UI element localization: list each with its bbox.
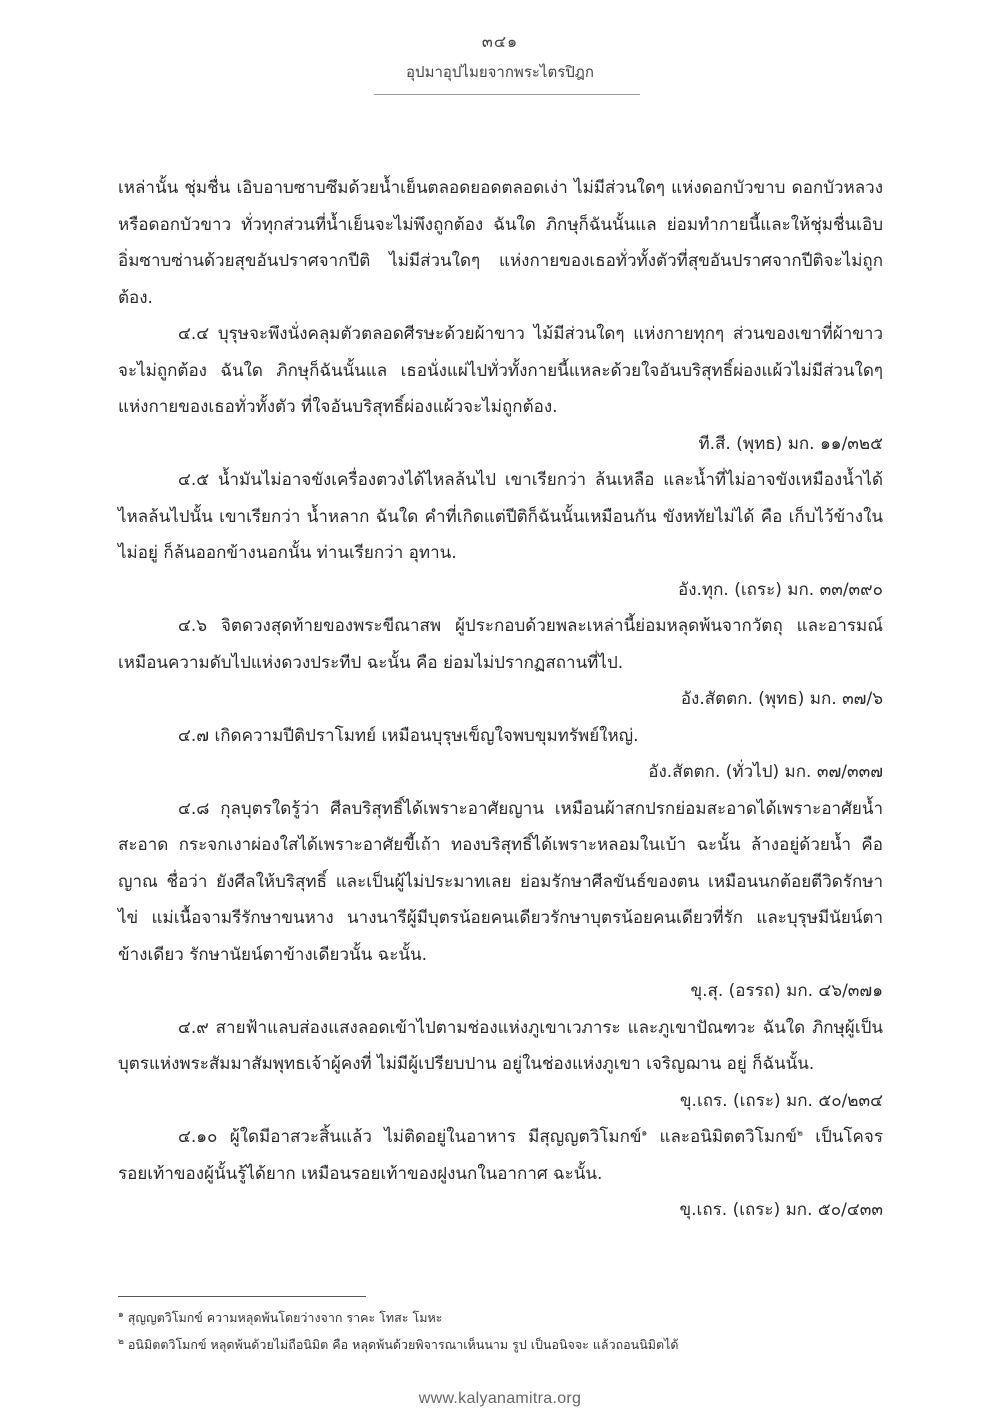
footnote-divider xyxy=(118,1296,366,1297)
paragraph-4-5: ๔.๕ น้ำมันไม่อาจขังเครื่องตวงได้ไหลล้นไป เขาเรียกว่า ล้นเหลือ และน้ำที่ไม่อาจขังเหมืองน้ำได้ไหลล้นไปนั้น เขาเรียกว่า น้ำหลาก ฉันใด คำที่เกิดแต่ปีติก็ฉันนั้นเหมือนกัน ขังหทัยไม่ได้ คือ เก็บไว้ข้างในไม่อยู่ ก็ล้นออกข้างนอกนั้น ท่านเรียกว่า อุทาน. xyxy=(118,470,883,563)
reference-4-7: อัง.สัตตก. (ทั่วไป) มก. ๓๗/๓๓๗ xyxy=(648,762,883,782)
reference-4-5: อัง.ทุก. (เถระ) มก. ๓๓/๓๙๐ xyxy=(678,579,883,600)
paragraph-4-6: ๔.๖ จิตดวงสุดท้ายของพระขีณาสพ ผู้ประกอบด้วยพละเหล่านี้ย่อมหลุดพ้นจากวัตถุ และอารมณ์ เหมือนความดับไปแห่งดวงประทีป ฉะนั้น คือ ย่อมไม่ปรากฏสถานที่ไป. xyxy=(118,616,883,673)
footnote-2-text: อนิมิตตวิโมกข์ หลุดพ้นด้วยไม่ถือนิมิต คือ หลุดพ้นด้วยพิจารณาเห็นนาม รูป เป็นอนิจจะ แล้วถอนนิมิตได้ xyxy=(127,1337,679,1352)
book-title: อุปมาอุปไมยจากพระไตรปิฎก xyxy=(406,63,594,81)
reference-4-10: ขุ.เถร. (เถระ) มก. ๕๐/๔๓๓ xyxy=(679,1200,883,1220)
footnote-1 xyxy=(118,1307,888,1328)
paragraph-continued: เหล่านั้น ชุ่มชื่น เอิบอาบซาบซึมด้วยน้ำเย็นตลอดยอดตลอดเง่า ไม่มีส่วนใดๆ แห่งดอกบัวขาบ ดอกบัวหลวง หรือดอกบัวขาว ทั่วทุกส่วนที่น้ำเย็นจะไม่พึงถูกต้อง ฉันใด ภิกษุก็ฉันนั้นแล ย่อมทำกายนี้และให้ชุ่มชื่นเอิบอิ่มซาบซ่านด้วยสุขอันปราศจากปีติ ไม่มีส่วนใดๆ แห่งกายของเธอทั่วทั้งตัวที่สุขอันปราศจากปีติจะไม่ถูกต้อง. xyxy=(118,178,883,308)
paragraph-4-7: ๔.๗ เกิดความปีติปราโมทย์ เหมือนบุรุษเข็ญใจพบขุมทรัพย์ใหญ่. xyxy=(178,725,639,746)
footnote-1-mark: ๑ xyxy=(118,1309,124,1320)
footnote-mark-2: ๒ xyxy=(796,1128,803,1139)
footnote-1-text: สุญญตวิโมกข์ ความหลุดพ้นโดยว่างจาก ราคะ โทสะ โมหะ xyxy=(127,1310,443,1325)
paragraph-4-4: ๔.๔ บุรุษจะพึงนั่งคลุมตัวตลอดศีรษะด้วยผ้าขาว ไม้มีส่วนใดๆ แห่งกายทุกๆ ส่วนของเขาที่ผ้าขาว จะไม่ถูกต้อง ฉันใด ภิกษุก็ฉันนั้นแล เธอนั่งแผ่ไปทั่วทั้งกายนี้แหละด้วยใจอันบริสุทธิ์ผ่องแผ้วไม่มีส่วนใดๆ แห่งกายของเธอทั่วทั้งตัว ที่ใจอันบริสุทธิ์ผ่องแผ้วจะไม่ถูกต้อง. xyxy=(118,324,883,417)
reference-4-9: ขุ.เถร. (เถระ) มก. ๕๐/๒๓๔ xyxy=(679,1090,883,1111)
paragraph-4-10-part-3: เป็นโคจร รอยเท้าของผู้นั้นรู้ได้ยาก เหมือนรอยเท้าของฝูงนกในอากาศ ฉะนั้น. xyxy=(118,1127,884,1184)
main-content xyxy=(118,170,883,1229)
reference-4-8: ขุ.สุ. (อรรถ) มก. ๔๖/๓๗๑ xyxy=(690,981,883,1001)
paragraph-4-8: ๔.๘ กุลบุตรใดรู้ว่า ศีลบริสุทธิ์ได้เพราะอาศัยญาน เหมือนผ้าสกปรกย่อมสะอาดได้เพราะอาศัยน้ำสะอาด กระจกเงาผ่องใสได้เพราะอาศัยขี้เถ้า ทองบริสุทธิ์ได้เพราะหลอมในเบ้า ฉะนั้น ล้างอยู่ด้วยน้ำ คือ ญาณ ชื่อว่า ยังศีลให้บริสุทธิ์ และเป็นผู้ไม่ประมาทเลย ย่อมรักษาศีลขันธ์ของตน เหมือนนกต้อยตีวิดรักษาไข่ แม่เนื้อจามรีรักษาขนหาง นางนารีผู้มีบุตรน้อยคนเดียวรักษาบุตรน้อยคนเดียวที่รัก และบุรุษมีนัยน์ตาข้างเดียว รักษานัยน์ตาข้างเดียวนั้น ฉะนั้น. xyxy=(118,798,883,965)
page-header xyxy=(0,30,1000,86)
reference-4-6: อัง.สัตตก. (พุทธ) มก. ๓๗/๖ xyxy=(680,689,883,709)
paragraph-4-10-part-1: ๔.๑๐ ผู้ใดมีอาสวะสิ้นแล้ว ไม่ติดอยู่ในอาหาร มีสุญญตวิโมกข์ xyxy=(178,1127,642,1147)
reference-4-4: ที.สี. (พุทธ) มก. ๑๑/๓๒๕ xyxy=(698,433,883,454)
header-divider xyxy=(374,94,640,95)
footnote-mark-1: ๑ xyxy=(641,1128,648,1139)
footnote-2-mark: ๒ xyxy=(118,1336,124,1347)
footnotes xyxy=(118,1307,888,1361)
paragraph-4-10 xyxy=(118,1119,883,1192)
footer-website: www.kalyanamitra.org xyxy=(418,1390,582,1407)
page-number: ๓๔๑ xyxy=(481,32,519,51)
footnote-2 xyxy=(118,1334,888,1355)
paragraph-4-10-part-2: และอนิมิตตวิโมกข์ xyxy=(659,1127,797,1147)
paragraph-4-9: ๔.๙ สายฟ้าแลบส่องแสงลอดเข้าไปตามช่องแห่งภูเขาเวภาระ และภูเขาปัณฑวะ ฉันใด ภิกษุผู้เป็นบุตรแห่งพระสัมมาสัมพุทธเจ้าผู้คงที่ ไม่มีผู้เปรียบปาน อยู่ในช่องแห่งภูเขา เจริญฌาน อยู่ ก็ฉันนั้น. xyxy=(118,1017,883,1074)
